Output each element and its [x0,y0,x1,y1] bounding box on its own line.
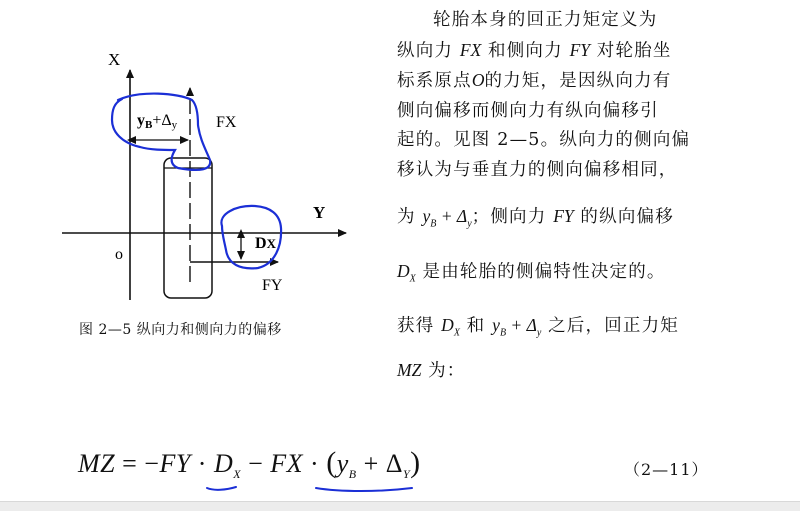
equation-number: （2—11） [624,460,709,479]
text-line-5: 起的。见图 2—5。纵向力的侧向偏 [397,130,691,150]
fy-label: FY [262,277,283,294]
text-line-3: 标系原点O的力矩，是因纵向力有 [397,70,672,91]
pen-underline-dx [207,487,236,490]
text-line-10: MZ 为： [397,360,466,381]
text-line-8: $D_X$ 是由轮胎的侧偏特性决定的。 [397,261,666,285]
dx-label: DX [255,235,276,252]
text-line-7: 为 $y_B + \Delta_y$；侧向力 FY 的纵向偏移 [397,206,674,230]
text-line-1: 轮胎本身的回正力矩定义为 [433,10,658,30]
y-axis-label: Y [313,203,326,222]
text-line-4: 侧向偏移而侧向力有纵向偏移引 [397,100,659,121]
text-line-6: 移认为与垂直力的侧向偏移相同， [397,159,678,180]
text-line-9: 获得 $D_X$ 和 $y_B + \Delta_y$ 之后，回正力矩 [397,315,680,339]
pen-underline-paren [316,488,412,491]
bottom-bar [0,501,800,511]
figure-caption: 图 2—5 纵向力和侧向力的偏移 [79,322,282,338]
text-line-2: 纵向力 FX 和侧向力 FY 对轮胎坐 [397,39,672,61]
origin-label: o [115,246,123,263]
x-axis-label: X [108,50,121,69]
fx-label: FX [216,114,237,131]
yb-delta-label: yB+Δy [137,112,178,131]
equation-2-11: MZ = $-FY \cdot D_X$ − FX · $(y_B + \Delta_Y)$ [78,446,421,482]
